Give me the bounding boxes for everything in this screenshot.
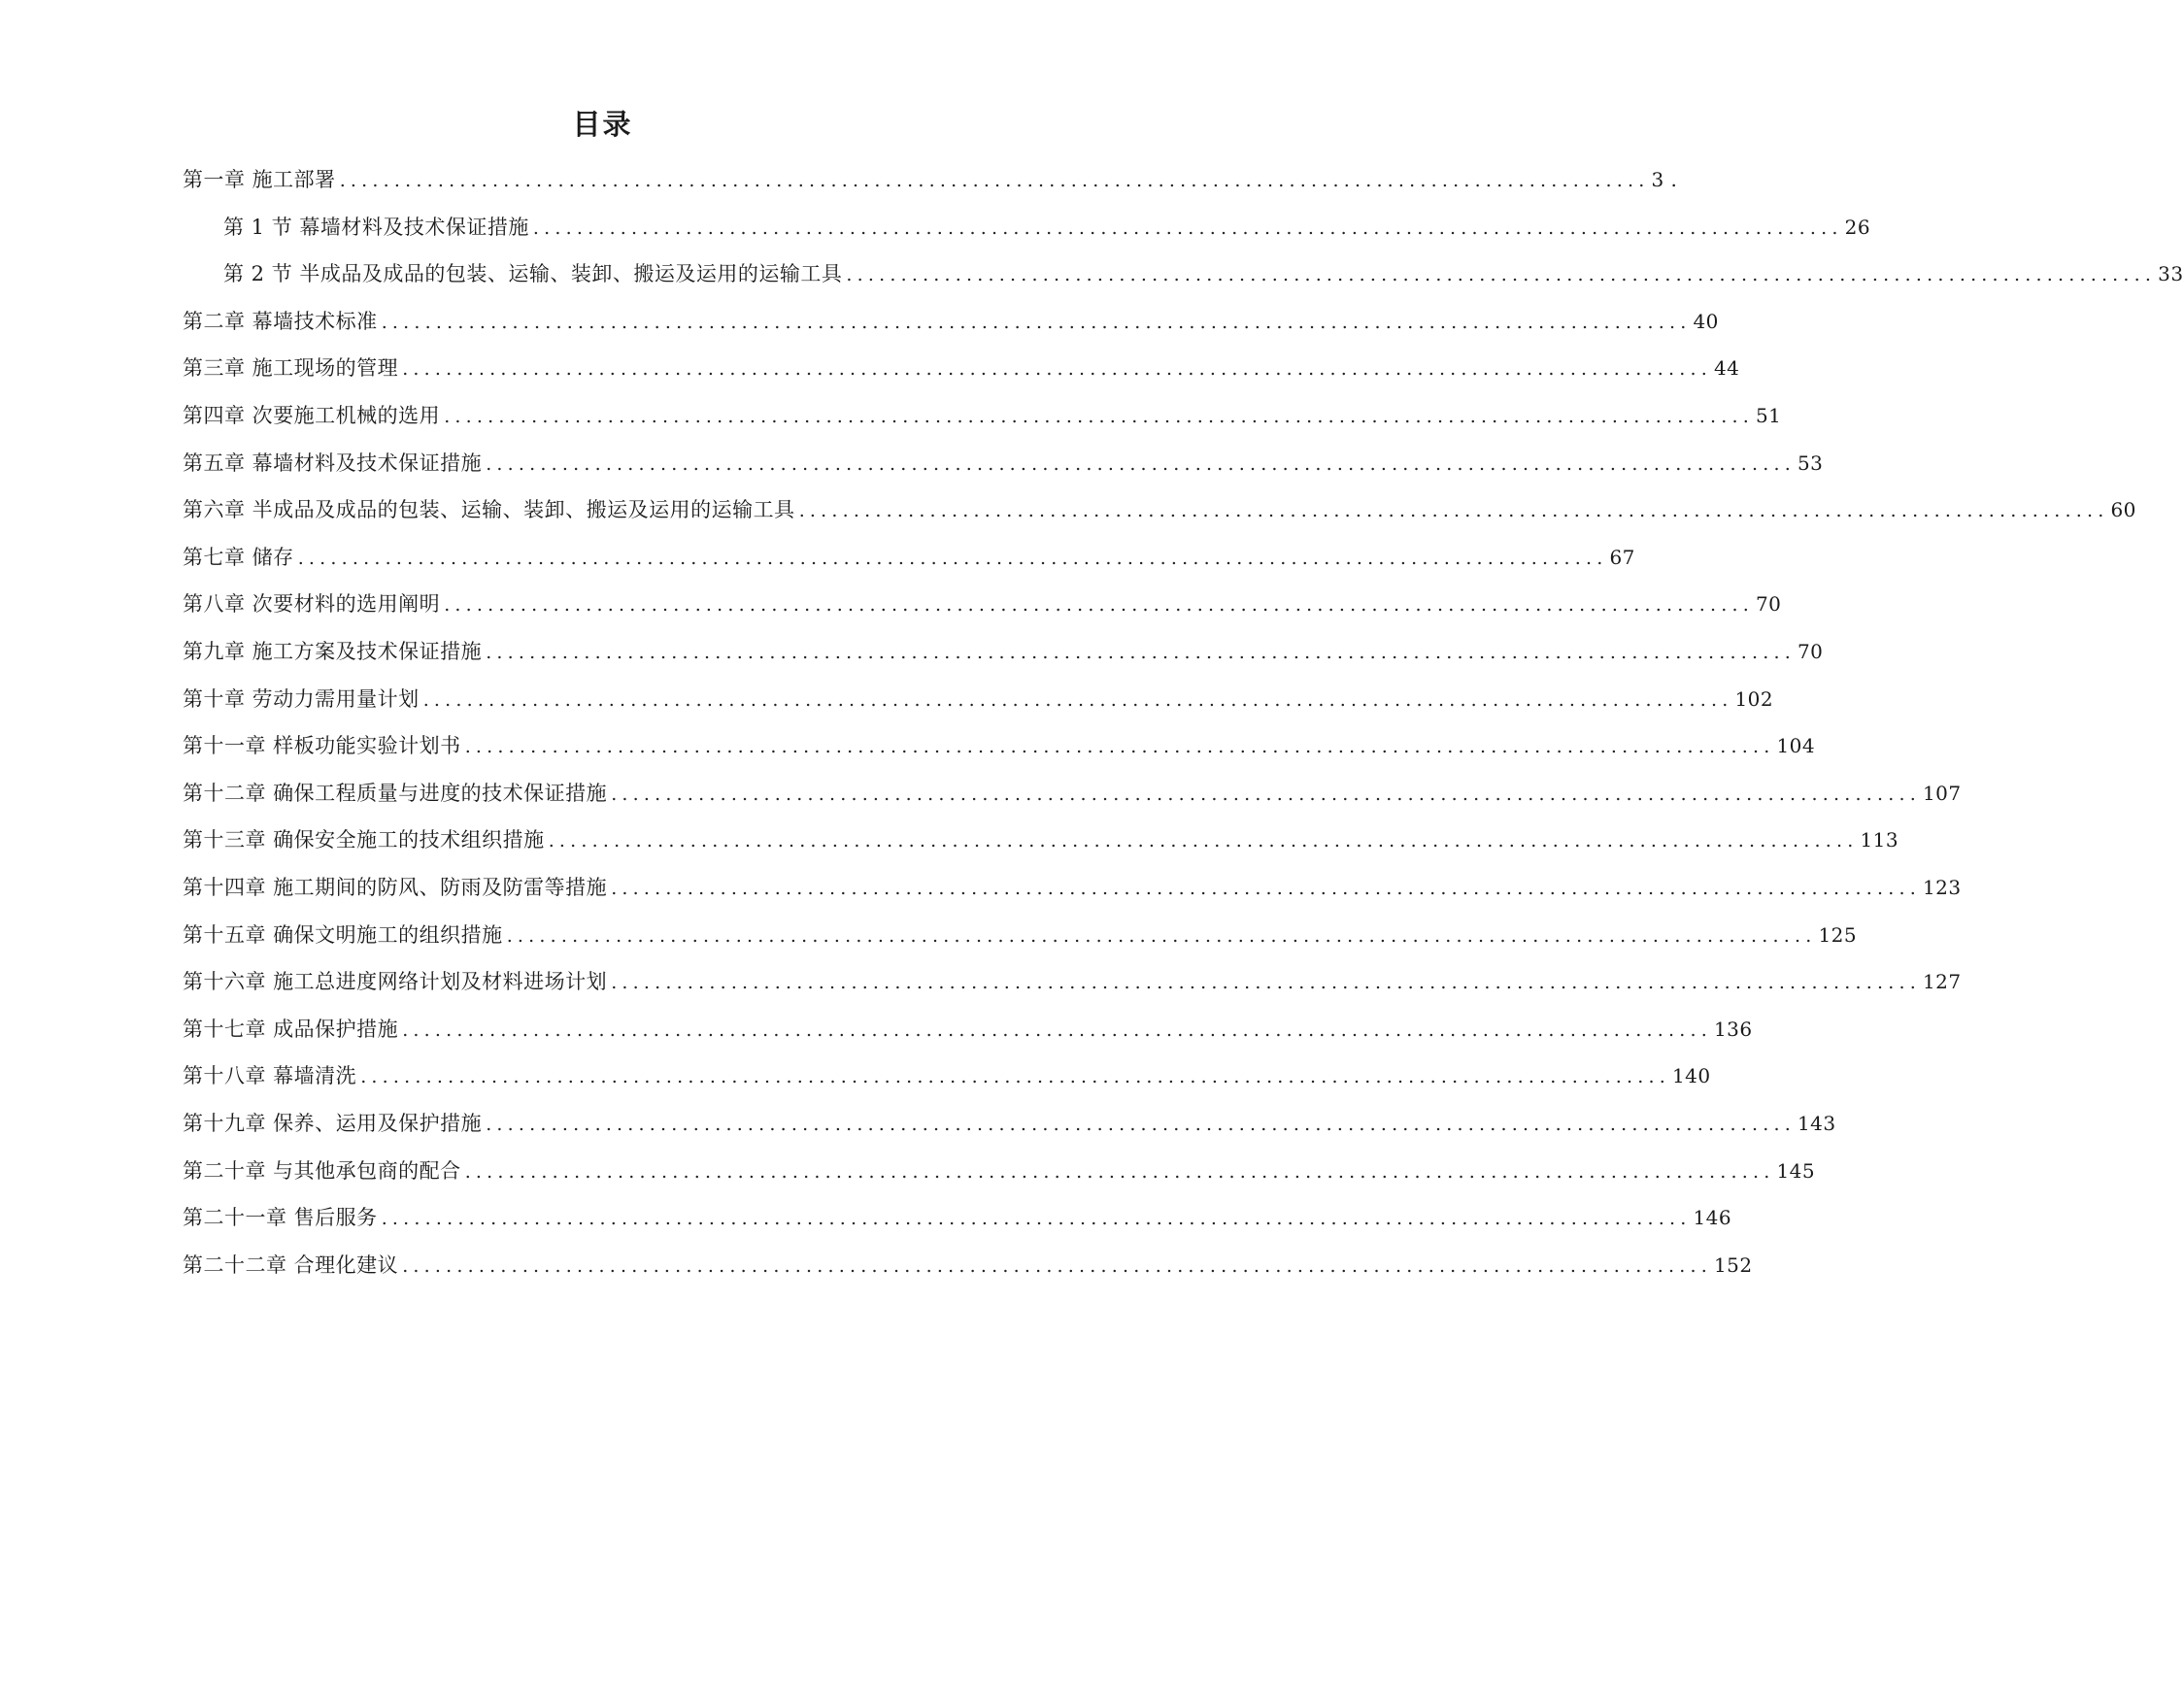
toc-title: 目录: [572, 108, 633, 141]
toc-dot-leader: ........................................................................................................................: [532, 217, 1843, 239]
toc-dot-leader: ........................................................................................................................: [402, 1254, 1712, 1277]
toc-dot-leader: ........................................................................................................................: [381, 1208, 1692, 1230]
toc-entry-label: 第六章 半成品及成品的包装、运输、装卸、搬运及运用的运输工具: [183, 498, 795, 522]
toc-entry[interactable]: [183, 683, 1774, 716]
toc-entry[interactable]: [183, 729, 1816, 762]
toc-entry-label: 第一章 施工部署: [183, 168, 336, 191]
toc-entry-page-number: 127: [1922, 970, 1962, 994]
toc-dot-leader: ........................................................................................................................: [464, 736, 1775, 758]
toc-entry-page-number: 51: [1755, 404, 1782, 427]
toc-entry-page-number: 33: [2158, 262, 2184, 286]
toc-dot-leader: ........................................................................................................................: [339, 170, 1650, 191]
toc-entry[interactable]: [183, 1249, 1753, 1282]
toc-entry-label: 第十四章 施工期间的防风、防雨及防雷等措施: [183, 876, 608, 899]
toc-entry-page-number: 67: [1609, 545, 1635, 569]
toc-entry[interactable]: [223, 257, 2184, 290]
toc-dot-leader: ........................................................................................................................: [611, 972, 1921, 994]
toc-entry[interactable]: [183, 965, 1962, 998]
toc-entry-page-number: 40: [1693, 309, 1719, 333]
toc-entry[interactable]: [183, 635, 1824, 668]
toc-dot-leader: ........................................................................................................................: [486, 642, 1796, 663]
toc-entry-label: 第四章 次要施工机械的选用: [183, 404, 441, 427]
toc-entry-label: 第十二章 确保工程质量与进度的技术保证措施: [183, 781, 608, 805]
toc-entry-page-number: 104: [1776, 734, 1816, 758]
toc-entry[interactable]: [183, 918, 1858, 952]
toc-entry-page-number: 102: [1734, 686, 1774, 711]
toc-entry-page-number: 60: [2110, 498, 2136, 522]
toc-entry-page-number: 123: [1922, 876, 1962, 899]
toc-entry-label: 第 2 节 半成品及成品的包装、运输、装卸、搬运及运用的运输工具: [223, 262, 843, 286]
toc-entry-label: 第十九章 保养、运用及保护措施: [183, 1112, 483, 1135]
toc-entry-label: 第十七章 成品保护措施: [183, 1017, 399, 1041]
toc-entry-label: 第八章 次要材料的选用阐明: [183, 592, 441, 617]
toc-entry[interactable]: [183, 1154, 1816, 1187]
toc-entry[interactable]: [183, 541, 1635, 574]
toc-entry-page-number: 143: [1797, 1112, 1836, 1135]
toc-dot-leader: ........................................................................................................................: [486, 452, 1796, 475]
toc-dot-leader: ........................................................................................................................: [422, 688, 1733, 711]
toc-dot-leader: ........................................................................................................................: [548, 830, 1859, 852]
toc-entry[interactable]: [183, 823, 1899, 856]
toc-dot-leader: ........................................................................................................................: [846, 264, 2157, 286]
toc-entry-page-number: 26: [1844, 215, 1871, 239]
toc-dot-leader: ........................................................................................................................: [297, 547, 1608, 569]
toc-dot-leader: ........................................................................................................................: [486, 1114, 1796, 1135]
toc-entry-label: 第二十章 与其他承包商的配合: [183, 1158, 461, 1183]
toc-entry[interactable]: [183, 305, 1719, 338]
toc-entry-page-number: 3 .: [1651, 168, 1678, 191]
toc-entry-page-number: 152: [1713, 1252, 1753, 1277]
toc-entry[interactable]: [183, 1107, 1836, 1140]
toc-entry-label: 第 1 节 幕墙材料及技术保证措施: [223, 215, 529, 239]
toc-entry-label: 第十六章 施工总进度网络计划及材料进场计划: [183, 970, 608, 994]
toc-entry[interactable]: [183, 163, 1678, 196]
toc-entry-page-number: 145: [1776, 1158, 1816, 1183]
toc-entry-label: 第十八章 幕墙清洗: [183, 1064, 357, 1088]
toc-entry-page-number: 136: [1713, 1017, 1753, 1041]
toc-entry[interactable]: [183, 1013, 1753, 1046]
toc-entry[interactable]: [183, 1201, 1732, 1234]
toc-dot-leader: ........................................................................................................................: [381, 311, 1692, 333]
toc-entry-label: 第二十一章 售后服务: [183, 1206, 378, 1230]
toc-dot-leader: ........................................................................................................................: [506, 924, 1817, 947]
toc-entry-label: 第二章 幕墙技术标准: [183, 309, 378, 333]
toc-entry-label: 第九章 施工方案及技术保证措施: [183, 640, 483, 663]
toc-entry[interactable]: [183, 587, 1782, 620]
toc-entry-page-number: 44: [1713, 356, 1740, 381]
toc-entry[interactable]: [223, 211, 1871, 244]
toc-entry-label: 第十五章 确保文明施工的组织措施: [183, 922, 503, 947]
toc-dot-leader: ........................................................................................................................: [360, 1066, 1670, 1088]
toc-entry-page-number: 146: [1693, 1206, 1732, 1230]
toc-entry-page-number: 70: [1755, 592, 1782, 617]
toc-entry-page-number: 107: [1922, 781, 1962, 805]
toc-entry[interactable]: [183, 777, 1962, 810]
toc-entry-label: 第五章 幕墙材料及技术保证措施: [183, 451, 483, 475]
toc-dot-leader: ........................................................................................................................: [464, 1160, 1775, 1183]
toc-entry-label: 第十三章 确保安全施工的技术组织措施: [183, 828, 545, 852]
toc-entry-label: 第七章 储存: [183, 545, 294, 569]
toc-dot-leader: ........................................................................................................................: [402, 358, 1712, 381]
toc-entry-page-number: 70: [1797, 640, 1824, 663]
toc-entry[interactable]: [183, 447, 1824, 480]
toc-entry[interactable]: [183, 399, 1782, 432]
toc-entry-page-number: 140: [1671, 1064, 1711, 1088]
toc-entry[interactable]: [183, 871, 1962, 904]
toc-dot-leader: ........................................................................................................................: [444, 594, 1754, 617]
toc-entry-label: 第十一章 样板功能实验计划书: [183, 734, 461, 758]
toc-entry-page-number: 53: [1797, 451, 1824, 475]
toc-dot-leader: ........................................................................................................................: [444, 406, 1754, 427]
toc-entry[interactable]: [183, 493, 2136, 526]
toc-entry-page-number: 113: [1860, 828, 1899, 852]
toc-entry[interactable]: [183, 351, 1740, 384]
toc-dot-leader: ........................................................................................................................: [402, 1018, 1712, 1041]
toc-dot-leader: ........................................................................................................................: [798, 500, 2109, 522]
toc-entry-label: 第十章 劳动力需用量计划: [183, 686, 420, 711]
toc-entry-label: 第三章 施工现场的管理: [183, 356, 399, 381]
toc-entry-page-number: 125: [1818, 922, 1858, 947]
toc-entry[interactable]: [183, 1059, 1711, 1092]
toc-dot-leader: ........................................................................................................................: [611, 878, 1921, 899]
toc-dot-leader: ........................................................................................................................: [611, 783, 1921, 805]
toc-entry-label: 第二十二章 合理化建议: [183, 1252, 399, 1277]
